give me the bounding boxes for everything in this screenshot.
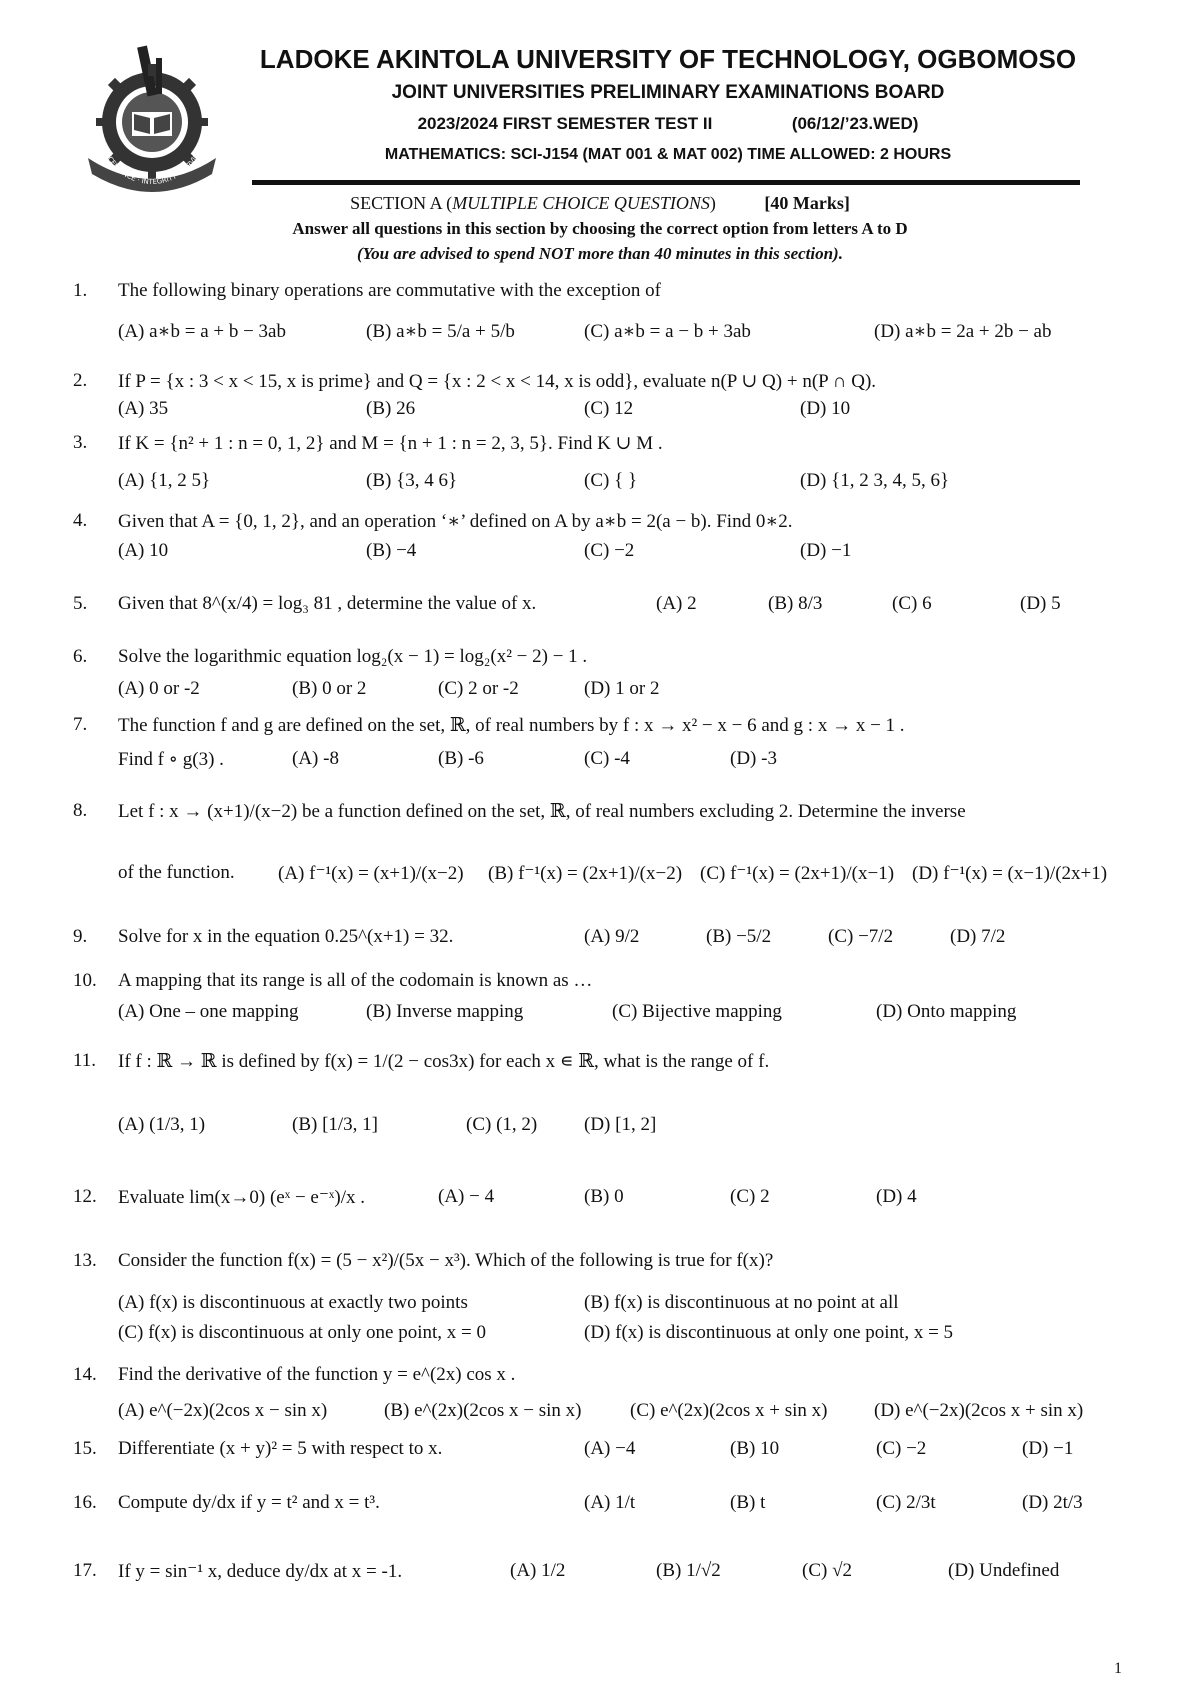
question-text-line-2: Find f ∘ g(3) . <box>118 749 224 770</box>
question-text: If K = {n² + 1 : n = 0, 1, 2} and M = {n + 1 : n = 2, 3, 5}. Find K ∪ M . <box>118 433 663 454</box>
option-d: (D) a∗b = 2a + 2b − ab <box>874 321 1052 342</box>
question-number: 16. <box>73 1492 97 1513</box>
option-a: (A) f(x) is discontinuous at exactly two points <box>118 1292 468 1313</box>
question-text: Find the derivative of the function y = e^(2x) cos x . <box>118 1364 516 1385</box>
option-b: (B) 8/3 <box>768 593 823 614</box>
question-text: If P = {x : 3 < x < 15, x is prime} and Q = {x : 2 < x < 14, x is odd}, evaluate n(P ∪ Q) + n(P ∩ Q). <box>118 371 877 392</box>
option-d: (D) −1 <box>800 540 852 561</box>
option-d: (D) −1 <box>1022 1438 1074 1459</box>
session-line <box>228 114 1108 134</box>
svg-text:EXCELLENCE · INTEGRITY · SERVI: EXCELLENCE · INTEGRITY · SERVICE <box>101 148 203 187</box>
question-text: The function f and g are defined on the set, ℝ, of real numbers by f : x → x² − x − 6 and g : x → x − 1 . <box>118 715 905 736</box>
question-text: Compute dy/dx if y = t² and x = t³. <box>118 1492 380 1513</box>
question-1 <box>0 280 1200 342</box>
section-advice: (You are advised to spend NOT more than 40 minutes in this section). <box>357 244 843 263</box>
option-a: (A) 10 <box>118 540 169 561</box>
question-text: Solve the logarithmic equation log₂(x − 1) = log₂(x² − 2) − 1 . <box>118 646 588 667</box>
page-number: 1 <box>1114 1660 1122 1677</box>
university-logo <box>82 40 222 192</box>
section-instruction: Answer all questions in this section by choosing the correct option from letters A to D <box>292 219 908 238</box>
question-6 <box>0 646 1200 699</box>
option-d: (D) Onto mapping <box>876 1001 1017 1022</box>
option-b: (B) 1/√2 <box>656 1560 721 1581</box>
option-b: (B) 0 <box>584 1186 624 1207</box>
option-c: (C) −7/2 <box>828 926 894 947</box>
option-c: (C) Bijective mapping <box>612 1001 782 1022</box>
option-b: (B) e^(2x)(2cos x − sin x) <box>384 1400 582 1421</box>
question-4 <box>0 510 1200 561</box>
option-c: (C) { } <box>584 470 638 491</box>
option-d: (D) -3 <box>730 748 777 769</box>
question-number: 5. <box>73 593 88 614</box>
option-b: (B) Inverse mapping <box>366 1001 524 1022</box>
question-11 <box>0 1050 1200 1135</box>
question-9 <box>0 926 1200 947</box>
question-number: 8. <box>73 800 88 821</box>
option-c: (C) √2 <box>802 1560 853 1581</box>
question-5 <box>0 593 1200 614</box>
option-d: (D) [1, 2] <box>584 1114 657 1135</box>
question-text-line-2: of the function. <box>118 862 235 883</box>
option-c: (C) f(x) is discontinuous at only one point, x = 0 <box>118 1322 486 1343</box>
question-number: 6. <box>73 646 88 667</box>
option-c: (C) 6 <box>892 593 932 614</box>
option-b: (B) a∗b = 5/a + 5/b <box>366 321 515 342</box>
option-d: (D) 7/2 <box>950 926 1006 947</box>
question-number: 15. <box>73 1438 97 1459</box>
question-13 <box>0 1250 1200 1343</box>
question-number: 1. <box>73 280 88 301</box>
question-number: 10. <box>73 970 97 991</box>
question-number: 9. <box>73 926 88 947</box>
question-text: Let f : x → (x+1)/(x−2) be a function defined on the set, ℝ, of real numbers excluding 2. Determine the inverse <box>118 801 966 822</box>
option-d: (D) 4 <box>876 1186 917 1207</box>
option-b: (B) 0 or 2 <box>292 678 367 699</box>
question-text: If f : ℝ → ℝ is defined by f(x) = 1/(2 − cos3x) for each x ∊ ℝ, what is the range of f. <box>118 1051 770 1072</box>
option-c: (C) f⁻¹(x) = (2x+1)/(x−1) <box>700 863 895 884</box>
option-c: (C) -4 <box>584 748 630 769</box>
option-d: (D) e^(−2x)(2cos x + sin x) <box>874 1400 1084 1421</box>
option-b: (B) {3, 4 6} <box>366 470 458 491</box>
question-7 <box>0 714 1200 770</box>
option-b: (B) f⁻¹(x) = (2x+1)/(x−2) <box>488 863 683 884</box>
option-a: (A) -8 <box>292 748 339 769</box>
option-d: (D) f(x) is discontinuous at only one point, x = 5 <box>584 1322 954 1343</box>
option-a: (A) (1/3, 1) <box>118 1114 206 1135</box>
option-a: (A) {1, 2 5} <box>118 470 211 491</box>
option-a: (A) One – one mapping <box>118 1001 299 1022</box>
university-name: LADOKE AKINTOLA UNIVERSITY OF TECHNOLOGY, OGBOMOSO <box>259 44 1077 74</box>
option-a: (A) 35 <box>118 398 169 419</box>
question-text: A mapping that its range is all of the codomain is known as … <box>118 970 593 991</box>
question-number: 7. <box>73 714 88 735</box>
option-b: (B) −5/2 <box>706 926 772 947</box>
option-c: (C) e^(2x)(2cos x + sin x) <box>630 1400 828 1421</box>
section-title: SECTION A (MULTIPLE CHOICE QUESTIONS) [40 Marks] <box>350 193 850 213</box>
question-17 <box>0 1560 1200 1582</box>
option-b: (B) -6 <box>438 748 484 769</box>
option-d: (D) Undefined <box>948 1560 1060 1581</box>
option-a: (A) −4 <box>584 1438 636 1459</box>
option-a: (A) e^(−2x)(2cos x − sin x) <box>118 1400 328 1421</box>
question-16 <box>0 1492 1200 1513</box>
option-c: (C) (1, 2) <box>466 1114 538 1135</box>
course-line: MATHEMATICS: SCI-J154 (MAT 001 & MAT 002) TIME ALLOWED: 2 HOURS <box>384 146 952 163</box>
question-number: 14. <box>73 1364 97 1385</box>
option-c: (C) 12 <box>584 398 634 419</box>
option-c: (C) a∗b = a − b + 3ab <box>584 321 751 342</box>
option-a: (A) 1/2 <box>510 1560 566 1581</box>
question-number: 2. <box>73 370 88 391</box>
option-c: (C) −2 <box>584 540 635 561</box>
option-b: (B) 26 <box>366 398 416 419</box>
question-14 <box>0 1364 1200 1421</box>
option-c: (C) −2 <box>876 1438 927 1459</box>
option-a: (A) 9/2 <box>584 926 640 947</box>
question-text: Consider the function f(x) = (5 − x²)/(5x − x³). Which of the following is true for f(x)? <box>118 1250 774 1271</box>
question-text: Given that A = {0, 1, 2}, and an operation ‘∗’ defined on A by a∗b = 2(a − b). Find 0∗2. <box>118 511 793 532</box>
option-b: (B) t <box>730 1492 766 1513</box>
option-c: (C) 2/3t <box>876 1492 936 1513</box>
option-a: (A) 1/t <box>584 1492 636 1513</box>
question-text: If y = sin⁻¹ x, deduce dy/dx at x = -1. <box>118 1561 403 1582</box>
question-15 <box>0 1438 1200 1459</box>
option-a: (A) a∗b = a + b − 3ab <box>118 321 286 342</box>
option-a: (A) − 4 <box>438 1186 495 1207</box>
question-2 <box>0 370 1200 419</box>
option-b: (B) −4 <box>366 540 417 561</box>
option-b: (B) [1/3, 1] <box>292 1114 379 1135</box>
question-text: Evaluate lim(x→0) (eˣ − e⁻ˣ)/x . <box>118 1187 365 1208</box>
question-number: 11. <box>73 1050 97 1071</box>
option-d: (D) 5 <box>1020 593 1061 614</box>
exam-date: (06/12/’23.WED) <box>791 114 919 133</box>
option-a: (A) 2 <box>656 593 697 614</box>
section-marks: [40 Marks] <box>764 193 850 213</box>
session-title: 2023/2024 FIRST SEMESTER TEST II <box>417 114 713 133</box>
option-d: (D) 10 <box>800 398 851 419</box>
option-c: (C) 2 <box>730 1186 770 1207</box>
question-text: Given that 8^(x/4) = log₃ 81 , determine the value of x. <box>118 593 537 614</box>
question-number: 3. <box>73 432 88 453</box>
option-d: (D) 2t/3 <box>1022 1492 1083 1513</box>
option-d: (D) 1 or 2 <box>584 678 660 699</box>
question-10 <box>0 970 1200 1022</box>
header-rule <box>252 180 1080 185</box>
question-8 <box>0 800 1200 884</box>
option-b: (B) f(x) is discontinuous at no point at all <box>584 1292 899 1313</box>
question-number: 17. <box>73 1560 97 1581</box>
option-a: (A) f⁻¹(x) = (x+1)/(x−2) <box>278 863 464 884</box>
option-b: (B) 10 <box>730 1438 780 1459</box>
question-number: 12. <box>73 1186 97 1207</box>
option-d: (D) {1, 2 3, 4, 5, 6} <box>800 470 950 491</box>
option-d: (D) f⁻¹(x) = (x−1)/(2x+1) <box>912 863 1108 884</box>
question-text: Differentiate (x + y)² = 5 with respect to x. <box>118 1438 443 1459</box>
question-number: 13. <box>73 1250 97 1271</box>
option-a: (A) 0 or -2 <box>118 678 200 699</box>
question-text: Solve for x in the equation 0.25^(x+1) = 32. <box>118 926 454 947</box>
exam-board: JOINT UNIVERSITIES PRELIMINARY EXAMINATIONS BOARD <box>391 82 945 103</box>
option-c: (C) 2 or -2 <box>438 678 519 699</box>
question-text: The following binary operations are commutative with the exception of <box>118 280 661 301</box>
question-12 <box>0 1186 1200 1208</box>
question-number: 4. <box>73 510 88 531</box>
question-3 <box>0 432 1200 491</box>
